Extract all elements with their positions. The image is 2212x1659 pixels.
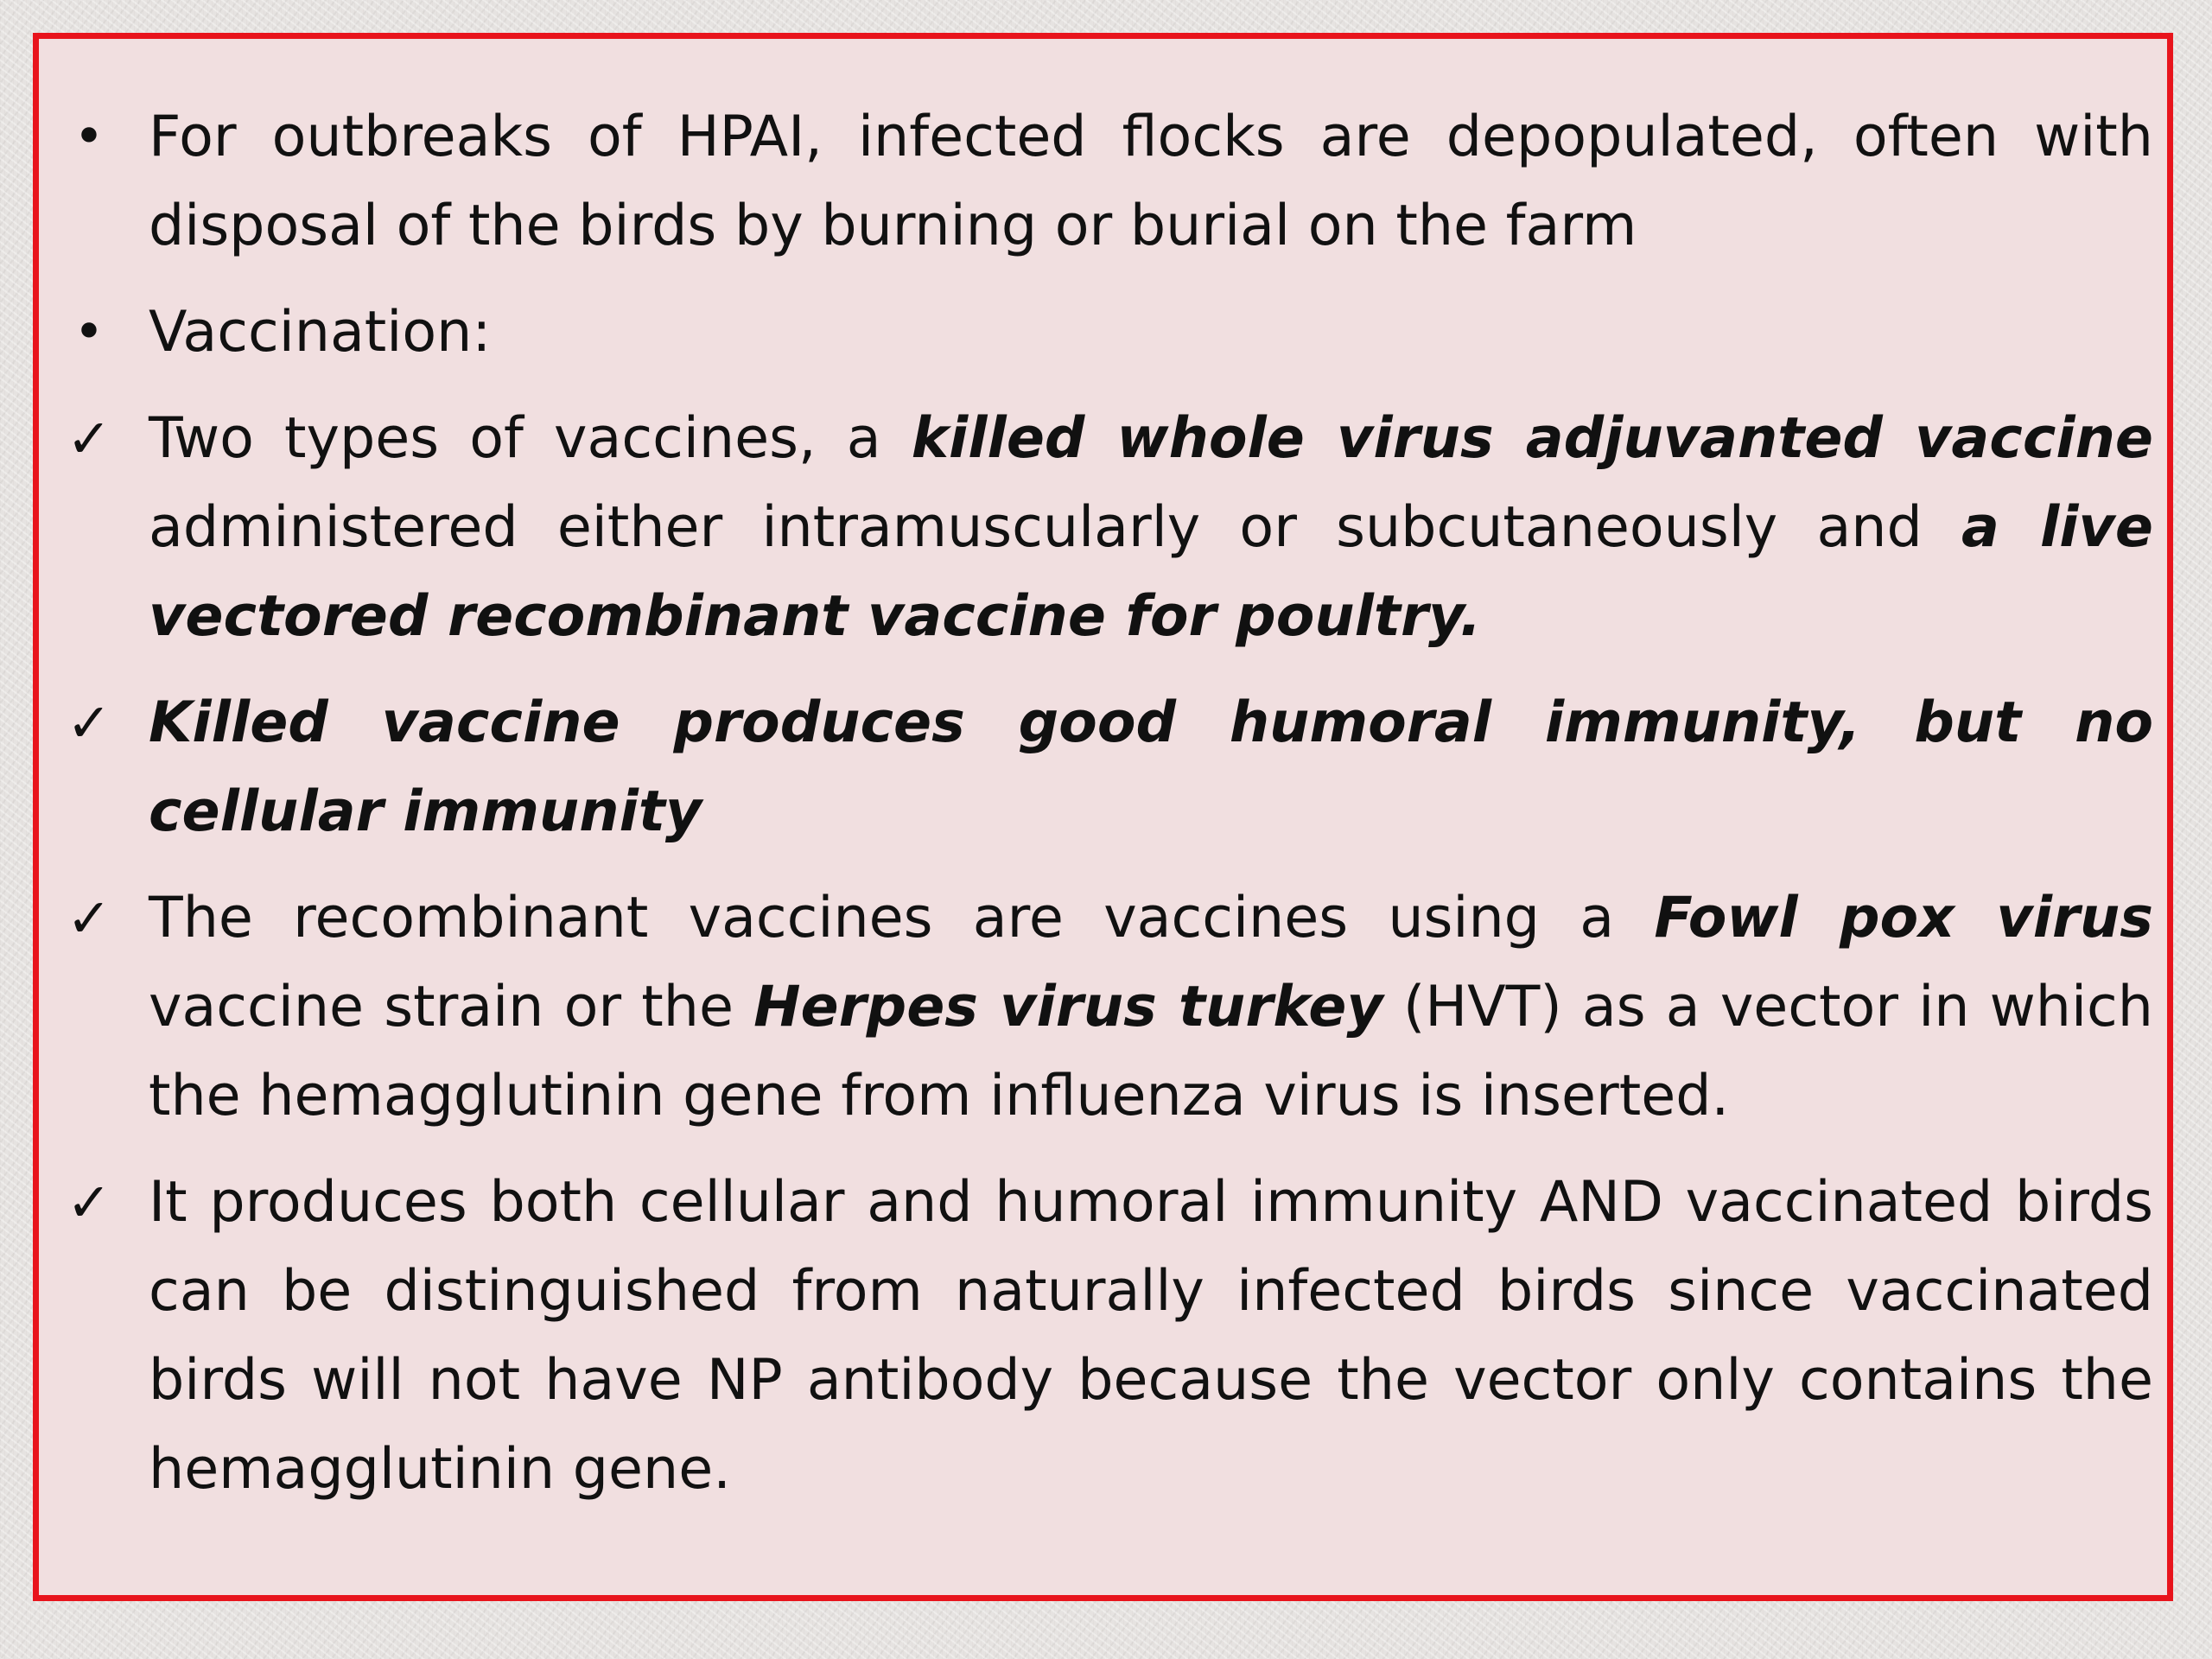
- bullet-text: For outbreaks of HPAI, infected flocks are depopulated, often with disposal of the birds by burning or burial on the farm: [149, 105, 2153, 258]
- checkmark-icon: ✓: [67, 407, 111, 470]
- emphasis-text: a live vectored recombinant vaccine for poultry.: [149, 495, 2153, 649]
- bullet-text: It produces both cellular and humoral immunity AND vaccinated birds can be distinguished from naturally infected birds since vaccinated birds will not have NP antibody because the vector only contains the hemagglutinin gene.: [149, 1170, 2153, 1502]
- bullet-text: administered either intramuscularly or subcutaneously and: [149, 495, 1961, 560]
- check-item-killed-vaccine: [39, 678, 2179, 856]
- check-item-immunity-diva: [39, 1158, 2179, 1514]
- checkmark-icon: ✓: [67, 887, 111, 950]
- checkmark-icon: ✓: [67, 691, 111, 754]
- bullet-text: The recombinant vaccines are vaccines using a: [149, 886, 1655, 950]
- bullet-list: [39, 92, 2179, 1531]
- checkmark-icon: ✓: [67, 1171, 111, 1234]
- bullet-dot-icon: •: [73, 302, 105, 362]
- bullet-dot-icon: •: [73, 106, 105, 167]
- emphasis-text: killed whole virus adjuvanted vaccine: [911, 406, 2153, 471]
- emphasis-text: Herpes virus turkey: [753, 975, 1383, 1039]
- bullet-item-outbreaks: [39, 92, 2179, 270]
- emphasis-text: Killed vaccine produces good humoral immunity, but no cellular immunity: [149, 690, 2153, 844]
- check-item-recombinant-vaccines: [39, 874, 2179, 1141]
- check-item-vaccine-types: [39, 394, 2179, 661]
- bullet-item-vaccination: [39, 288, 2179, 377]
- bullet-text: Vaccination:: [149, 300, 492, 365]
- bullet-text: (HVT) as a vector in which the hemagglutinin gene from influenza virus is inserted.: [149, 975, 2153, 1128]
- slide-panel: [33, 33, 2173, 1601]
- bullet-text: vaccine strain or the: [149, 975, 754, 1039]
- bullet-text: Two types of vaccines, a: [149, 406, 912, 471]
- emphasis-text: Fowl pox virus: [1654, 886, 2153, 950]
